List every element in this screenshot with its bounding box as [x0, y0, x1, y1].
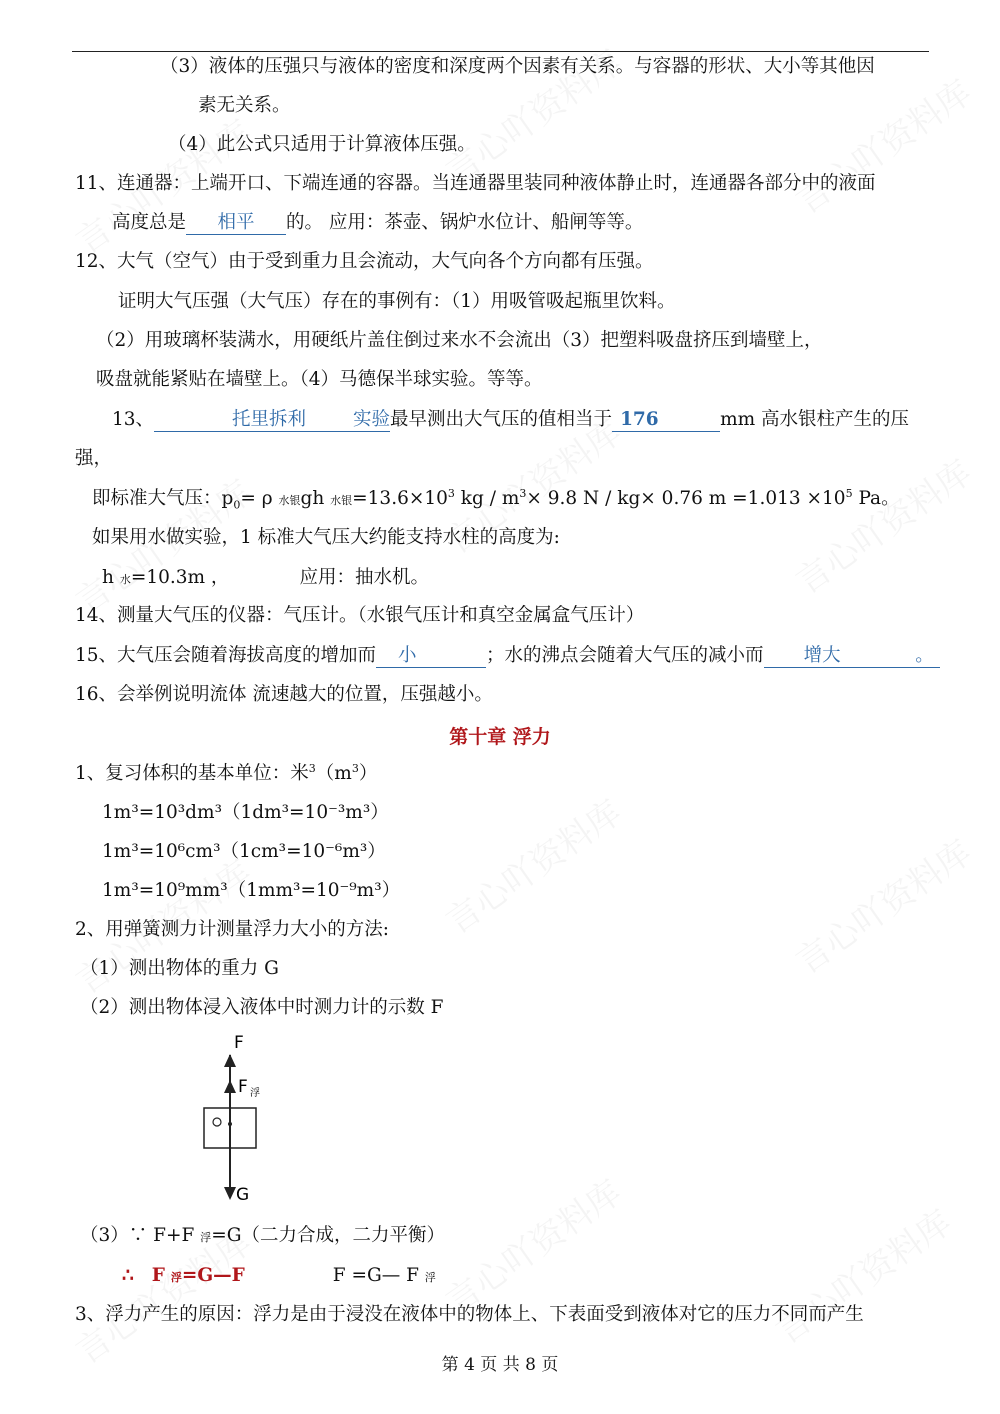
- text: kg / m: [454, 488, 520, 509]
- text: 3: [351, 761, 359, 775]
- watermark: [784, 826, 979, 983]
- label-f: F: [234, 1033, 244, 1053]
- label-g: G: [236, 1185, 250, 1205]
- text-line: [112, 210, 643, 236]
- text-line: （4）此公式只适用于计算液体压强。: [168, 134, 476, 155]
- watermark: [784, 66, 979, 223]
- text-line: （2）测出物体浸入液体中时测力计的示数 F: [80, 997, 444, 1018]
- text: Pa。: [852, 488, 900, 509]
- text-line: 1m³=10³dm³（1dm³=10⁻³m³）: [102, 802, 389, 823]
- text-line: （1）测出物体的重力 G: [80, 958, 279, 979]
- text: （m: [315, 763, 352, 784]
- text: F =G— F: [332, 1265, 419, 1286]
- text: =G—F: [181, 1265, 245, 1286]
- therefore-symbol: ∴: [122, 1265, 134, 1286]
- text: 浮: [424, 1271, 436, 1284]
- text: 3: [519, 486, 527, 500]
- text: 13、: [112, 409, 155, 430]
- watermark: [784, 446, 979, 603]
- text-line: 证明大气压强（大气压）存在的事例有：（1）用吸管吸起瓶里饮料。: [118, 291, 676, 312]
- text-line: [102, 565, 429, 593]
- text: 水: [119, 573, 131, 586]
- text: F: [151, 1265, 165, 1286]
- arrow-down-icon: [224, 1187, 236, 1200]
- text: （3）∵ F+F: [80, 1225, 195, 1246]
- text: 水银: [330, 494, 353, 507]
- page-footer: 第 4 页 共 8 页: [441, 1355, 559, 1375]
- text: 即标准大气压：p: [92, 488, 234, 509]
- text: ）: [358, 763, 378, 784]
- text: 高度总是: [112, 212, 187, 233]
- text: 最早测出大气压的值相当于: [390, 409, 613, 430]
- formula-line: [92, 486, 900, 514]
- text: 浮: [200, 1231, 212, 1244]
- text: 水银: [278, 494, 301, 507]
- text: h: [102, 567, 114, 588]
- text: =13.6×10: [352, 488, 448, 509]
- text-line: 素无关系。: [198, 95, 291, 116]
- text-line: [122, 1263, 436, 1291]
- answer-blank: 托里拆利: [154, 409, 310, 432]
- text: × 9.8 N / kg× 0.76 m =1.013 ×10: [526, 488, 846, 509]
- text-line: 12、大气（空气）由于受到重力且会流动，大气向各个方向都有压强。: [75, 251, 654, 272]
- text: = ρ: [240, 488, 273, 509]
- text: 应用：抽水机。: [299, 567, 429, 588]
- answer-blank: 小: [376, 645, 486, 668]
- text: 0: [233, 498, 241, 512]
- text-line: （3）液体的压强只与液体的密度和深度两个因素有关系。与容器的形状、大小等其他因: [160, 56, 875, 77]
- arrow-up-icon: [224, 1054, 236, 1067]
- text: gh: [300, 488, 325, 509]
- text: 1、复习体积的基本单位：米: [75, 763, 309, 784]
- text: 5: [845, 486, 853, 500]
- small-circle: [213, 1118, 221, 1126]
- text-line: 1m³=10⁶cm³（1cm³=10⁻⁶m³）: [102, 841, 386, 862]
- text: =G（二力合成，二力平衡）: [211, 1225, 445, 1246]
- force-diagram: [190, 1030, 290, 1210]
- answer-blank: 176: [612, 409, 720, 432]
- text: 浮: [170, 1271, 182, 1284]
- arrow-up-icon: [224, 1080, 236, 1093]
- center-dot: [228, 1122, 232, 1126]
- text: 3: [447, 486, 455, 500]
- text-line: 如果用水做实验，1 标准大气压大约能支持水柱的高度为:: [92, 527, 560, 548]
- text: =10.3m ，: [130, 567, 230, 588]
- text-line: 2、用弹簧测力计测量浮力大小的方法:: [75, 919, 390, 940]
- header-rule: [72, 51, 929, 52]
- answer-blank: 实验: [310, 409, 390, 432]
- text: 的。 应用：茶壶、锅炉水位计、船闸等等。: [286, 212, 644, 233]
- text: 3: [308, 761, 316, 775]
- watermark: [434, 786, 629, 943]
- text-line: 14、测量大气压的仪器：气压计。（水银气压计和真空金属盒气压计）: [75, 605, 645, 626]
- text: mm 高水银柱产生的压: [720, 409, 910, 430]
- watermark: [434, 1166, 629, 1323]
- text-line: 1m³=10⁹mm³（1mm³=10⁻⁹m³）: [102, 880, 401, 901]
- text-line: [75, 643, 940, 669]
- text-line: （2）用玻璃杯装满水，用硬纸片盖住倒过来水不会流出（3）把塑料吸盘挤压到墙壁上，: [96, 330, 823, 351]
- text-line: 16、会举例说明流体 流速越大的位置，压强越小。: [75, 684, 493, 705]
- text: ；水的沸点会随着大气压的减小而: [486, 645, 764, 666]
- text-line: [80, 1223, 445, 1251]
- chapter-title: 第十章 浮力: [449, 726, 551, 748]
- answer-blank: 增大: [764, 645, 910, 668]
- text-line: 3、浮力产生的原因：浮力是由于浸没在液体中的物体上、下表面受到液体对它的压力不同而产生: [75, 1304, 864, 1325]
- label-buoyancy: F: [238, 1077, 248, 1097]
- answer-blank: 相平: [186, 212, 286, 235]
- text-line: 强，: [75, 448, 113, 469]
- text-line: 吸盘就能紧贴在墙壁上。（4）马德保半球实验。等等。: [96, 369, 543, 390]
- text: 15、大气压会随着海拔高度的增加而: [75, 645, 377, 666]
- label-buoyancy-sub: 浮: [250, 1088, 260, 1099]
- text-line: 11、连通器：上端开口、下端连通的容器。当连通器里装同种液体静止时，连通器各部分中的液面: [75, 173, 876, 194]
- text-line: [75, 761, 377, 787]
- answer-blank: 。: [910, 645, 940, 668]
- watermark: [764, 1196, 959, 1353]
- text-line: [112, 407, 909, 433]
